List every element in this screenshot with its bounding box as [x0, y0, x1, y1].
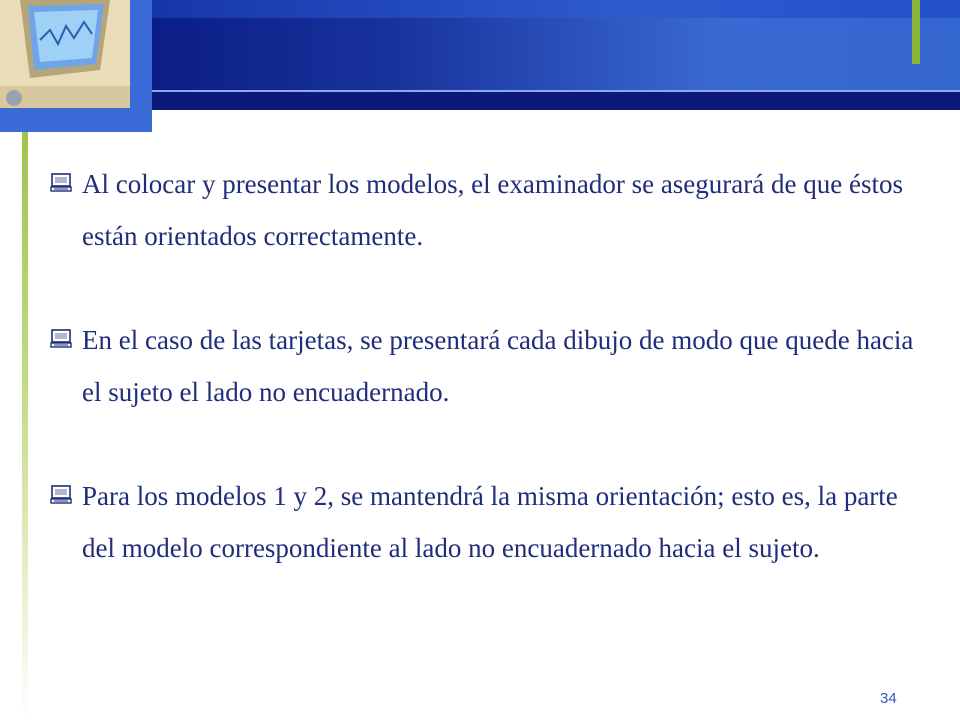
header-image-frame — [0, 0, 152, 132]
bullet-item — [46, 470, 926, 574]
monitor-icon — [0, 0, 130, 108]
computer-icon — [50, 329, 72, 349]
header-gradient — [152, 18, 960, 90]
header-top-stripe — [152, 0, 960, 19]
slide-content — [46, 158, 926, 626]
computer-icon — [50, 173, 72, 193]
bullet-text: Para los modelos 1 y 2, se mantendrá la misma orientación; esto es, la parte del modelo correspondiente al lado no encuadernado hacia el sujeto. — [82, 481, 898, 563]
accent-bar-left — [22, 108, 28, 720]
bullet-item — [46, 314, 926, 418]
bullet-text: En el caso de las tarjetas, se presentará cada dibujo de modo que quede hacia el sujeto el lado no encuadernado. — [82, 325, 914, 407]
bullet-text: Al colocar y presentar los modelos, el examinador se asegurará de que éstos están orientados correctamente. — [82, 169, 903, 251]
header-bottom-stripe — [152, 90, 960, 110]
page-number: 34 — [880, 690, 897, 707]
bullet-item — [46, 158, 926, 262]
accent-bar-right — [912, 0, 920, 64]
monitor-image — [0, 0, 130, 108]
computer-icon — [50, 485, 72, 505]
